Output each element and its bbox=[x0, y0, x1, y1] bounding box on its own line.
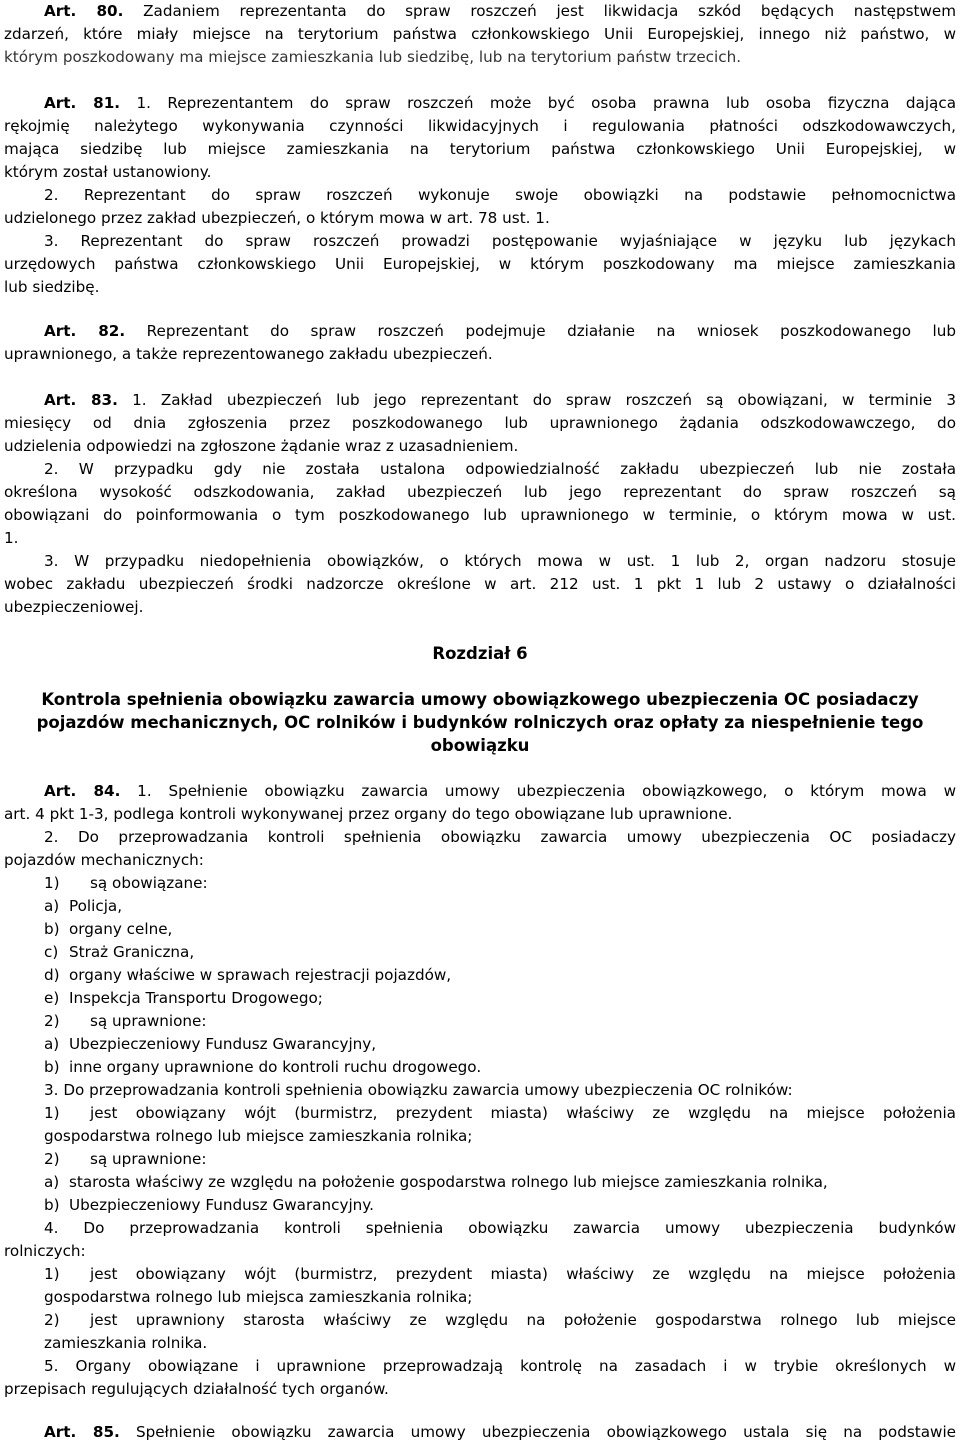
chapter-subtitle-line-1: Kontrola spełnienia obowiązku zawarcia umowy obowiązkowego ubezpieczenia OC posiadaczy bbox=[41, 690, 919, 709]
art81-p1-line-4: którym został ustanowiony. bbox=[4, 163, 212, 181]
art84-p2-item-d bbox=[44, 964, 956, 987]
art81-p2-line-2: udzielonego przez zakład ubezpieczeń, o którym mowa w art. 78 ust. 1. bbox=[4, 209, 550, 227]
item-number: 1) bbox=[44, 874, 60, 892]
item-text: są uprawnione: bbox=[90, 1012, 207, 1030]
art84-p1-num: 1. bbox=[137, 782, 152, 800]
art84-p4-item-1 bbox=[44, 1263, 956, 1286]
art84-p3-item-1 bbox=[44, 1102, 956, 1125]
art84-p3-item-2a bbox=[44, 1171, 956, 1194]
art81-p1-line-2: rękojmię należytego wykonywania czynności likwidacyjnych i regulowania płatności odszkodowawczych, bbox=[4, 117, 956, 135]
art84-p3-text: Do przeprowadzania kontroli spełnienia obowiązku zawarcia umowy ubezpieczenia OC rolników: bbox=[63, 1081, 793, 1099]
art84-p2-item-2a bbox=[44, 1033, 956, 1056]
art81-p1-num: 1. bbox=[136, 94, 151, 112]
art83-p2-num: 2. bbox=[44, 460, 59, 478]
item-text: zamieszkania rolnika. bbox=[44, 1334, 208, 1352]
item-letter: c) bbox=[44, 943, 59, 961]
art85-label: Art. 85. bbox=[44, 1423, 120, 1441]
art83-p2-line-2: określona wysokość odszkodowania, zakład ubezpieczeń lub jego reprezentant do spraw roszczeń są bbox=[4, 483, 956, 501]
item-letter: d) bbox=[44, 966, 60, 984]
art84-p3-item-2 bbox=[44, 1148, 956, 1171]
art82-label: Art. 82. bbox=[44, 322, 126, 340]
item-letter: e) bbox=[44, 989, 60, 1007]
item-text: Policja, bbox=[69, 897, 123, 915]
art80-line-2: zdarzeń, które miały miejsce na terytorium państwa członkowskiego Unii Europejskiej, innego niż państwo, w bbox=[4, 25, 956, 43]
chapter-subtitle-line-3: obowiązku bbox=[430, 736, 530, 755]
art84-p2-item-2b bbox=[44, 1056, 956, 1079]
art84-p3-num: 3. bbox=[44, 1081, 59, 1099]
item-text: jest uprawniony starosta właściwy ze względu na położenie gospodarstwa rolnego lub miejsce bbox=[90, 1311, 956, 1329]
art82-line-1 bbox=[44, 320, 956, 343]
item-letter: a) bbox=[44, 1173, 60, 1191]
art84-p2-item-a bbox=[44, 895, 956, 918]
item-number: 2) bbox=[44, 1012, 60, 1030]
item-text: są obowiązane: bbox=[90, 874, 208, 892]
art84-p5-line-1 bbox=[44, 1355, 956, 1378]
art84-p2-line-2: pojazdów mechanicznych: bbox=[4, 851, 204, 869]
art84-p3-item-2b bbox=[44, 1194, 956, 1217]
chapter-subtitle-line-2: pojazdów mechanicznych, OC rolników i budynków rolniczych oraz opłaty za niespełnienie tego bbox=[36, 713, 924, 732]
item-number: 1) bbox=[44, 1104, 60, 1122]
art80-text-1: Zadaniem reprezentanta do spraw roszczeń jest likwidacja szkód będących następstwem bbox=[143, 2, 956, 20]
art83-p2-line-3: obowiązani do poinformowania o tym poszkodowanego lub uprawnionego w terminie, o którym mowa w ust. bbox=[4, 506, 956, 524]
item-number: 2) bbox=[44, 1311, 60, 1329]
art80-line-1 bbox=[44, 0, 956, 23]
item-text: Ubezpieczeniowy Fundusz Gwarancyjny, bbox=[69, 1035, 377, 1053]
item-letter: b) bbox=[44, 1196, 60, 1214]
art83-p1-num: 1. bbox=[132, 391, 147, 409]
art83-p1-text-1: Zakład ubezpieczeń lub jego reprezentant do spraw roszczeń są obowiązani, w terminie 3 bbox=[160, 391, 956, 409]
item-number: 1) bbox=[44, 1265, 60, 1283]
art84-p4-item-2-cont bbox=[44, 1332, 956, 1355]
art84-p2-item-b bbox=[44, 918, 956, 941]
art80-label: Art. 80. bbox=[44, 2, 124, 20]
chapter-title: Rozdział 6 bbox=[432, 644, 528, 663]
art81-line-1 bbox=[44, 92, 956, 115]
art83-p1-line-2: miesięcy od dnia zgłoszenia przez poszkodowanego lub uprawnionego żądania odszkodowawczego, do bbox=[4, 414, 956, 432]
item-number: 2) bbox=[44, 1150, 60, 1168]
art81-p3-line-3: lub siedzibę. bbox=[4, 278, 100, 296]
art81-p1-text-1: Reprezentantem do spraw roszczeń może być osoba prawna lub osoba fizyczna dająca bbox=[167, 94, 956, 112]
item-text: Straż Graniczna, bbox=[69, 943, 195, 961]
art82-text-1: Reprezentant do spraw roszczeń podejmuje działanie na wniosek poszkodowanego lub bbox=[146, 322, 956, 340]
art81-p1-line-3: mająca siedzibę lub miejsce zamieszkania na terytorium państwa członkowskiego Unii Europejskiej, w bbox=[4, 140, 956, 158]
art81-p2-num: 2. bbox=[44, 186, 59, 204]
art83-p3-text-1: W przypadku niedopełnienia obowiązków, o których mowa w ust. 1 lub 2, organ nadzoru stosuje bbox=[74, 552, 956, 570]
art84-p2-num: 2. bbox=[44, 828, 59, 846]
art84-p2-line-1 bbox=[44, 826, 956, 849]
art83-p2-line-1 bbox=[44, 458, 956, 481]
item-letter: b) bbox=[44, 920, 60, 938]
art85-text: Spełnienie obowiązku zawarcia umowy ubezpieczenia obowiązkowego ustala się na podstawie bbox=[135, 1423, 956, 1441]
art84-p4-line-1 bbox=[44, 1217, 956, 1240]
art84-p5-line-2: przepisach regulujących działalność tych organów. bbox=[4, 1380, 389, 1398]
art81-p2-text-1: Reprezentant do spraw roszczeń wykonuje swoje obowiązki na podstawie pełnomocnictwa bbox=[83, 186, 956, 204]
item-text: starosta właściwy ze względu na położenie gospodarstwa rolnego lub miejsce zamieszkania rolnika, bbox=[69, 1173, 828, 1191]
art84-p1-text-1: Spełnienie obowiązku zawarcia umowy ubezpieczenia obowiązkowego, o którym mowa w bbox=[168, 782, 956, 800]
art85-line-1 bbox=[44, 1421, 956, 1444]
art84-p3-line-1 bbox=[44, 1079, 956, 1102]
art81-p3-text-1: Reprezentant do spraw roszczeń prowadzi postępowanie wyjaśniające w języku lub językach bbox=[80, 232, 956, 250]
art84-p4-item-2 bbox=[44, 1309, 956, 1332]
art81-p2-line-1 bbox=[44, 184, 956, 207]
item-text: Ubezpieczeniowy Fundusz Gwarancyjny. bbox=[69, 1196, 374, 1214]
art81-p3-num: 3. bbox=[44, 232, 59, 250]
item-text: inne organy uprawnione do kontroli ruchu drogowego. bbox=[69, 1058, 482, 1076]
art83-p3-line-3: ubezpieczeniowej. bbox=[4, 598, 144, 616]
art84-p1-line-2: art. 4 pkt 1-3, podlega kontroli wykonywanej przez organy do tego obowiązane lub uprawnione. bbox=[4, 805, 733, 823]
art81-p3-line-2: urzędowych państwa członkowskiego Unii Europejskiej, w którym poszkodowany ma miejsce zamieszkania bbox=[4, 255, 956, 273]
art84-p5-num: 5. bbox=[44, 1357, 59, 1375]
art83-p2-line-4: 1. bbox=[4, 529, 19, 547]
item-text: gospodarstwa rolnego lub miejsca zamieszkania rolnika; bbox=[44, 1288, 473, 1306]
item-letter: a) bbox=[44, 1035, 60, 1053]
art83-p1-line-3: udzielenia odpowiedzi na zgłoszone żądanie wraz z uzasadnieniem. bbox=[4, 437, 519, 455]
art80-line-3: którym poszkodowany ma miejsce zamieszkania lub siedzibę, lub na terytorium państw trzecich. bbox=[4, 48, 742, 66]
art84-p4-num: 4. bbox=[44, 1219, 59, 1237]
art84-line-1 bbox=[44, 780, 956, 803]
art83-p2-text-1: W przypadku gdy nie została ustalona odpowiedzialność zakładu ubezpieczeń lub nie została bbox=[78, 460, 956, 478]
art83-p3-line-2: wobec zakładu ubezpieczeń środki nadzorcze określone w art. 212 ust. 1 pkt 1 lub 2 ustawy o działalności bbox=[4, 575, 956, 593]
art84-p3-item-1-cont bbox=[44, 1125, 956, 1148]
item-text: jest obowiązany wójt (burmistrz, prezydent miasta) właściwy ze względu na miejsce położenia bbox=[90, 1104, 956, 1122]
art81-label: Art. 81. bbox=[44, 94, 121, 112]
item-letter: b) bbox=[44, 1058, 60, 1076]
art84-p2-text-1: Do przeprowadzania kontroli spełnienia obowiązku zawarcia umowy ubezpieczenia OC posiadaczy bbox=[77, 828, 956, 846]
art83-p3-line-1 bbox=[44, 550, 956, 573]
art83-label: Art. 83. bbox=[44, 391, 118, 409]
art84-p4-line-2: rolniczych: bbox=[4, 1242, 86, 1260]
item-text: są uprawnione: bbox=[90, 1150, 207, 1168]
art84-p2-item-e bbox=[44, 987, 956, 1010]
item-text: organy właściwe w sprawach rejestracji pojazdów, bbox=[69, 966, 452, 984]
item-text: Inspekcja Transportu Drogowego; bbox=[69, 989, 323, 1007]
item-text: jest obowiązany wójt (burmistrz, prezydent miasta) właściwy ze względu na miejsce położenia bbox=[90, 1265, 956, 1283]
art84-p2-item-1 bbox=[44, 872, 956, 895]
art84-p2-item-c bbox=[44, 941, 956, 964]
art84-p5-text-1: Organy obowiązane i uprawnione przeprowadzają kontrolę na zasadach i w trybie określonych w bbox=[75, 1357, 956, 1375]
item-text: gospodarstwa rolnego lub miejsce zamieszkania rolnika; bbox=[44, 1127, 473, 1145]
item-letter: a) bbox=[44, 897, 60, 915]
art81-p3-line-1 bbox=[44, 230, 956, 253]
art83-p3-num: 3. bbox=[44, 552, 59, 570]
art84-p4-text-1: Do przeprowadzania kontroli spełnienia obowiązku zawarcia umowy ubezpieczenia budynków bbox=[83, 1219, 956, 1237]
art84-p2-item-2 bbox=[44, 1010, 956, 1033]
art83-line-1 bbox=[44, 389, 956, 412]
art82-line-2: uprawnionego, a także reprezentowanego zakładu ubezpieczeń. bbox=[4, 345, 493, 363]
art84-label: Art. 84. bbox=[44, 782, 121, 800]
art84-p4-item-1-cont bbox=[44, 1286, 956, 1309]
item-text: organy celne, bbox=[69, 920, 173, 938]
